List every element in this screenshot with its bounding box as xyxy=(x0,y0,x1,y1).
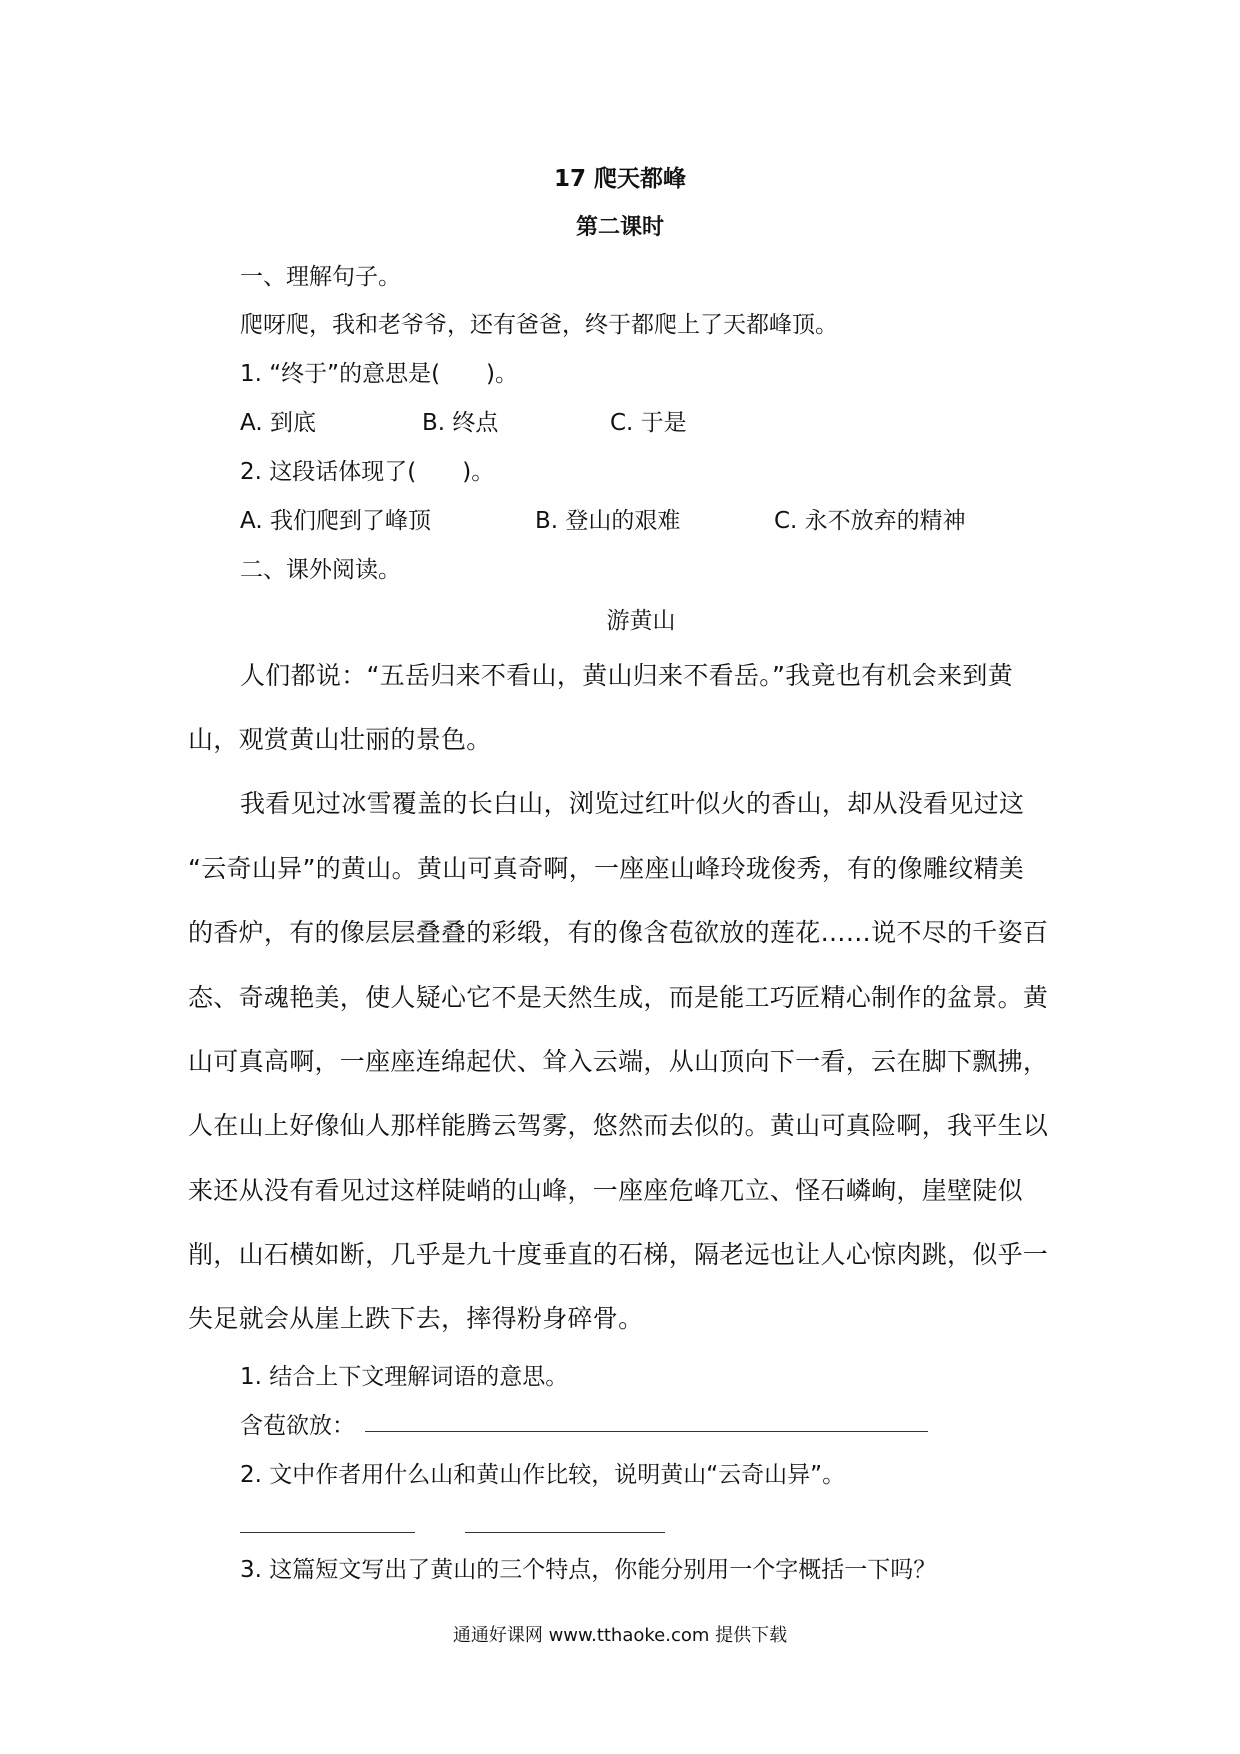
lesson-title: 17 爬天都峰 xyxy=(553,166,686,192)
section2-heading: 二、课外阅读。 xyxy=(240,557,401,583)
passage-line: 削，山石横如断，几乎是九十度垂直的石梯，隔老远也让人心惊肉跳，似乎一 xyxy=(188,1240,1049,1269)
section2-q3-text: 3. 这篇短文写出了黄山的三个特点，你能分别用一个字概括一下吗？ xyxy=(240,1557,937,1583)
section1-q1-text: 1. “终于”的意思是( )。 xyxy=(240,361,519,387)
passage-line: 态、奇魂艳美，使人疑心它不是天然生成，而是能工巧匠精心制作的盆景。黄 xyxy=(188,983,1049,1012)
passage-line: 人们都说：“五岳归来不看山，黄山归来不看岳。”我竟也有机会来到黄 xyxy=(240,661,1014,690)
passage-line: 来还从没有看见过这样陡峭的山峰，一座座危峰兀立、怪石嶙峋，崖壁陡似 xyxy=(188,1176,1023,1205)
answer-blank-line[interactable] xyxy=(465,1532,665,1533)
section1-q2-text: 2. 这段话体现了( )。 xyxy=(240,459,495,485)
answer-blank-line[interactable] xyxy=(365,1431,928,1432)
section2-q1-text: 1. 结合上下文理解词语的意思。 xyxy=(240,1364,569,1390)
passage-title: 游黄山 xyxy=(606,608,676,634)
section1-q2-option-c: C. 永不放弃的精神 xyxy=(774,508,966,534)
section2-q1-word-label: 含苞欲放： xyxy=(240,1413,355,1439)
answer-blank-line[interactable] xyxy=(240,1532,415,1533)
passage-line: 失足就会从崖上跌下去，摔得粉身碎骨。 xyxy=(188,1304,644,1333)
lesson-subtitle: 第二课时 xyxy=(575,215,664,240)
passage-line: 我看见过冰雪覆盖的长白山，浏览过红叶似火的香山，却从没看见过这 xyxy=(240,789,1025,818)
passage-line: 山，观赏黄山壮丽的景色。 xyxy=(188,725,492,754)
section1-q1-option-a: A. 到底 xyxy=(240,410,316,436)
passage-line: “云奇山异”的黄山。黄山可真奇啊，一座座山峰玲珑俊秀，有的像雕纹精美 xyxy=(188,854,1025,883)
section2-q2-text: 2. 文中作者用什么山和黄山作比较，说明黄山“云奇山异”。 xyxy=(240,1462,846,1488)
passage-line: 山可真高啊，一座座连绵起伏、耸入云端，从山顶向下一看，云在脚下飘拂， xyxy=(188,1047,1049,1076)
passage-line: 人在山上好像仙人那样能腾云驾雾，悠然而去似的。黄山可真险啊，我平生以 xyxy=(188,1111,1049,1140)
section1-q2-option-a: A. 我们爬到了峰顶 xyxy=(240,508,431,534)
passage-line: 的香炉，有的像层层叠叠的彩缎，有的像含苞欲放的莲花……说不尽的千姿百 xyxy=(188,918,1049,947)
section1-q2-option-b: B. 登山的艰难 xyxy=(535,508,681,534)
footer-credit: 通通好课网 www.tthaoke.com 提供下载 xyxy=(452,1625,788,1646)
section1-q1-option-c: C. 于是 xyxy=(610,410,687,436)
section1-sentence: 爬呀爬，我和老爷爷，还有爸爸，终于都爬上了天都峰顶。 xyxy=(240,312,838,338)
section1-q1-option-b: B. 终点 xyxy=(422,410,499,436)
section1-heading: 一、理解句子。 xyxy=(240,264,401,290)
